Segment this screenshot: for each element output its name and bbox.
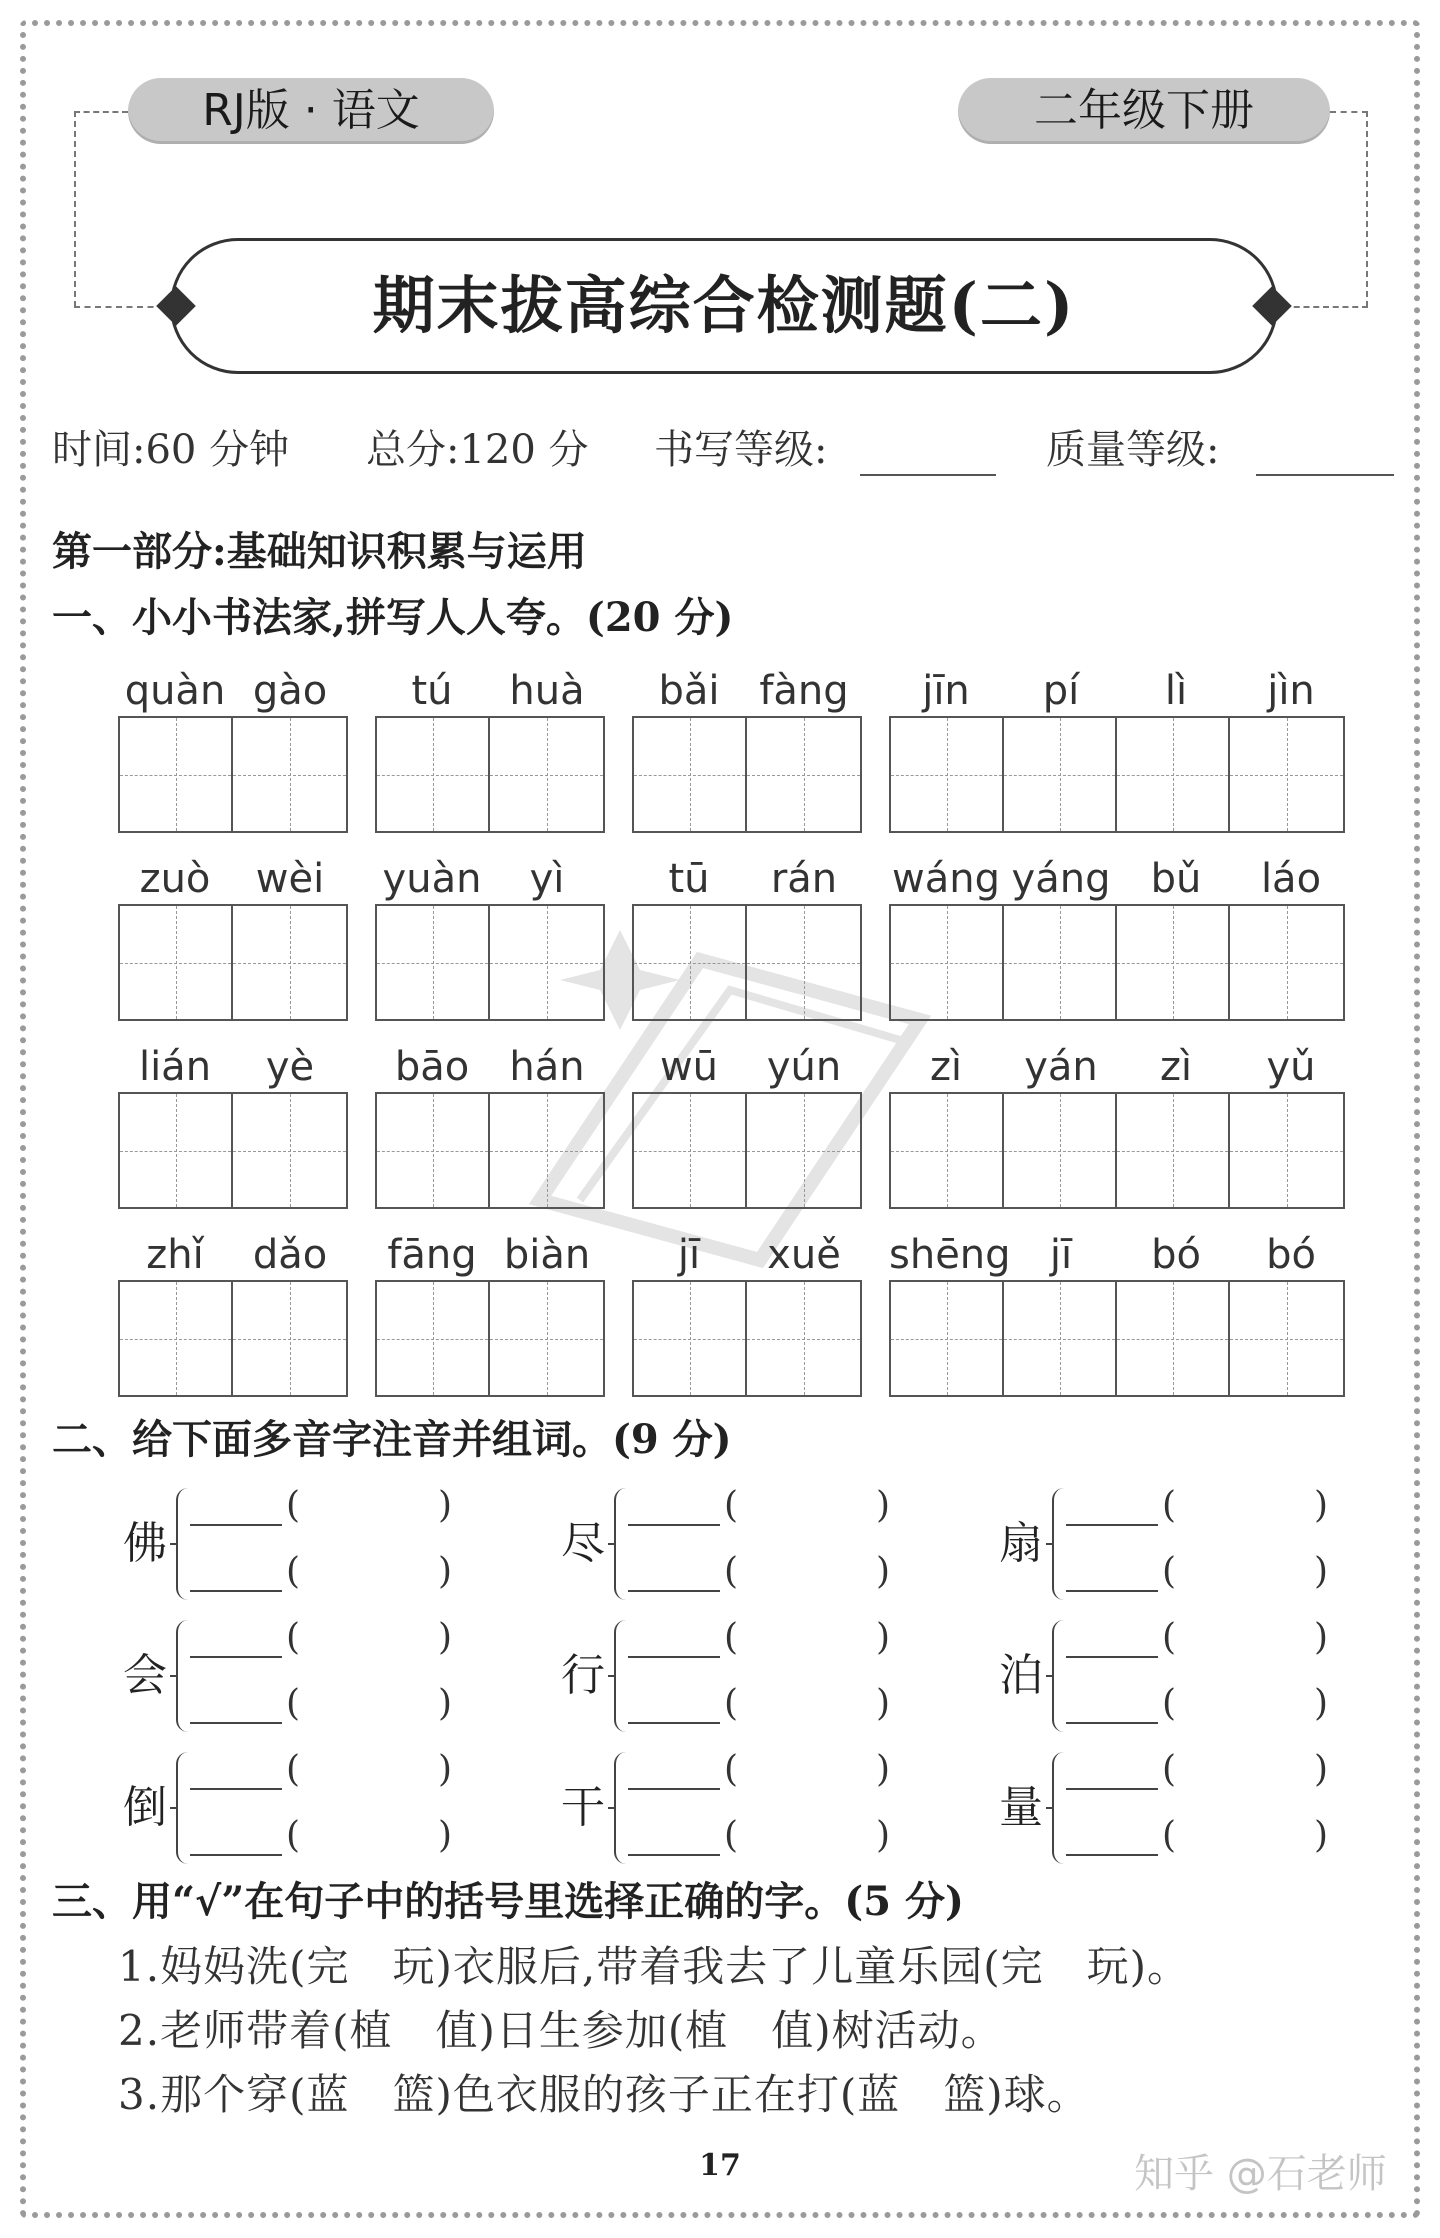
polyphone-char: 尽 [561,1518,605,1569]
pinyin-answer-line[interactable] [190,1788,282,1790]
writing-box[interactable] [889,904,1345,1021]
pinyin-answer-line[interactable] [1066,1854,1158,1856]
writing-box[interactable] [889,716,1345,833]
word-paren-open: ( [286,1485,301,1526]
word-paren-open: ( [1162,1749,1177,1790]
tianzige-cell[interactable] [634,906,747,1019]
polyphone-char: 倒 [123,1782,167,1833]
brace [1052,1752,1066,1864]
pinyin-label: zì [929,1044,963,1090]
pinyin-label: jī [677,1232,701,1278]
pinyin-label: fāng [387,1232,477,1278]
left-dashed-connector-bottom [74,306,164,308]
tianzige-cell[interactable] [233,1282,346,1395]
word-paren-open: ( [724,1485,739,1526]
writing-box[interactable] [375,1280,605,1397]
word-paren-open: ( [1162,1551,1177,1592]
word-paren-close: ) [876,1485,891,1526]
tianzige-cell[interactable] [634,1282,747,1395]
pinyin-answer-line[interactable] [628,1524,720,1526]
writing-box[interactable] [375,716,605,833]
tianzige-cell[interactable] [747,718,860,831]
word-paren-close: ) [1314,1683,1329,1724]
tianzige-cell[interactable] [120,1094,233,1207]
polyphone-char: 行 [561,1650,605,1701]
brace-notch [608,1675,616,1677]
polyphone-char: 佛 [123,1518,167,1569]
pinyin-label: jīn [922,668,970,714]
tianzige-cell[interactable] [490,1094,603,1207]
pinyin-label: yì [529,856,565,902]
word-paren-close: ) [438,1485,453,1526]
pinyin-label: lì [1164,668,1188,714]
pinyin-label: xuě [767,1232,841,1278]
pinyin-label: huà [509,668,585,714]
word-paren-open: ( [724,1683,739,1724]
brace-notch [608,1807,616,1809]
polyphone-char: 干 [561,1782,605,1833]
word-paren-close: ) [876,1551,891,1592]
brace-notch [170,1807,178,1809]
brace [1052,1620,1066,1732]
sentence-3: 3.那个穿(蓝 篮)色衣服的孩子正在打(蓝 篮)球。 [118,2070,1090,2119]
tianzige-cell[interactable] [377,906,490,1019]
word-paren-close: ) [876,1683,891,1724]
writing-box[interactable] [889,1092,1345,1209]
pinyin-label: yuàn [382,856,482,902]
tianzige-cell[interactable] [1230,1094,1343,1207]
word-paren-close: ) [1314,1749,1329,1790]
sentence-1: 1.妈妈洗(完 玩)衣服后,带着我去了儿童乐园(完 玩)。 [118,1942,1190,1991]
pinyin-label: tú [411,668,453,714]
writing-box[interactable] [118,904,348,1021]
grade-tag: 二年级下册 [958,78,1330,144]
tianzige-cell[interactable] [120,718,233,831]
word-paren-open: ( [286,1551,301,1592]
tianzige-cell[interactable] [1230,718,1343,831]
tianzige-cell[interactable] [1004,1282,1117,1395]
pinyin-answer-line[interactable] [190,1722,282,1724]
section-two-title: 二、给下面多音字注音并组词。(9 分) [52,1416,732,1463]
tianzige-cell[interactable] [891,718,1004,831]
writing-box[interactable] [632,904,862,1021]
tianzige-cell[interactable] [634,718,747,831]
tianzige-cell[interactable] [1117,1094,1230,1207]
pinyin-label: quàn [124,668,226,714]
tianzige-cell[interactable] [1004,718,1117,831]
tianzige-cell[interactable] [891,1282,1004,1395]
word-paren-close: ) [438,1683,453,1724]
word-paren-open: ( [1162,1683,1177,1724]
brace [614,1620,628,1732]
pinyin-label: shēng [889,1232,1011,1278]
brace [614,1488,628,1600]
pinyin-label: pí [1042,668,1080,714]
pinyin-label: jī [1049,1232,1073,1278]
tianzige-cell[interactable] [1004,906,1117,1019]
right-dashed-connector-vertical [1366,111,1368,307]
polyphone-char: 量 [999,1782,1043,1833]
total-score-info: 总分:120 分 [366,427,589,473]
tianzige-cell[interactable] [120,906,233,1019]
pinyin-label: hán [509,1044,585,1090]
word-paren-close: ) [438,1617,453,1658]
pinyin-answer-line[interactable] [1066,1722,1158,1724]
pinyin-label: wáng [892,856,1000,902]
word-paren-open: ( [1162,1617,1177,1658]
tianzige-cell[interactable] [233,906,346,1019]
tianzige-cell[interactable] [1117,1282,1230,1395]
pinyin-label: bó [1266,1232,1316,1278]
source-watermark: 知乎 @石老师 [1134,2151,1387,2197]
tianzige-cell[interactable] [891,906,1004,1019]
brace [176,1620,190,1732]
left-dashed-connector [74,111,128,113]
word-paren-open: ( [1162,1815,1177,1856]
brace [176,1752,190,1864]
brace-notch [1046,1807,1054,1809]
tianzige-cell[interactable] [233,1094,346,1207]
pinyin-label: rán [770,856,838,902]
tianzige-cell[interactable] [120,1282,233,1395]
tianzige-cell[interactable] [1004,1094,1117,1207]
pinyin-label: bāo [394,1044,470,1090]
pinyin-answer-line[interactable] [190,1854,282,1856]
pinyin-label: yè [265,1044,315,1090]
pinyin-label: fàng [759,668,849,714]
writing-box[interactable] [632,716,862,833]
left-dashed-connector-vertical [74,111,76,307]
quality-grade-label: 质量等级: [1046,427,1220,473]
right-dashed-connector-bottom [1284,306,1368,308]
writing-box[interactable] [632,1280,862,1397]
writing-grade-label: 书写等级: [654,427,828,473]
part-one-title: 第一部分:基础知识积累与运用 [52,528,587,575]
writing-grade-blank[interactable] [860,474,996,476]
writing-box[interactable] [889,1280,1345,1397]
quality-grade-blank[interactable] [1256,474,1394,476]
tianzige-cell[interactable] [1117,906,1230,1019]
tianzige-cell[interactable] [377,718,490,831]
pinyin-answer-line[interactable] [1066,1788,1158,1790]
word-paren-open: ( [724,1551,739,1592]
writing-box[interactable] [118,1092,348,1209]
word-paren-close: ) [1314,1815,1329,1856]
tianzige-cell[interactable] [490,718,603,831]
pinyin-answer-line[interactable] [628,1722,720,1724]
polyphone-char: 扇 [999,1518,1043,1569]
tianzige-cell[interactable] [377,1094,490,1207]
pinyin-label: yún [766,1044,842,1090]
pinyin-label: yán [1024,1044,1098,1090]
word-paren-open: ( [724,1815,739,1856]
tianzige-cell[interactable] [1230,906,1343,1019]
pinyin-answer-line[interactable] [190,1656,282,1658]
pinyin-answer-line[interactable] [628,1854,720,1856]
right-dashed-connector [1330,111,1368,113]
pinyin-label: bǎi [658,668,720,714]
word-paren-close: ) [1314,1617,1329,1658]
word-paren-close: ) [876,1617,891,1658]
pinyin-answer-line[interactable] [1066,1524,1158,1526]
word-paren-open: ( [1162,1485,1177,1526]
polyphone-char: 会 [123,1650,167,1701]
sentence-2: 2.老师带着(植 值)日生参加(植 值)树活动。 [118,2006,1004,2055]
pinyin-answer-line[interactable] [1066,1656,1158,1658]
pinyin-answer-line[interactable] [1066,1590,1158,1592]
word-paren-open: ( [724,1617,739,1658]
tianzige-cell[interactable] [377,1282,490,1395]
edition-tag: RJ版 · 语文 [128,78,494,144]
writing-box[interactable] [118,716,348,833]
writing-box[interactable] [632,1092,862,1209]
tianzige-cell[interactable] [891,1094,1004,1207]
pinyin-label: wèi [255,856,325,902]
pinyin-answer-line[interactable] [628,1656,720,1658]
brace-notch [170,1675,178,1677]
pinyin-answer-line[interactable] [190,1524,282,1526]
word-paren-open: ( [286,1617,301,1658]
word-paren-close: ) [438,1749,453,1790]
pinyin-label: zuò [139,856,211,902]
tianzige-cell[interactable] [747,1282,860,1395]
brace-notch [1046,1543,1054,1545]
pinyin-label: lián [138,1044,212,1090]
pinyin-label: yǔ [1266,1044,1316,1090]
pinyin-label: jìn [1267,668,1315,714]
polyphone-char: 泊 [999,1650,1043,1701]
word-paren-open: ( [286,1749,301,1790]
pinyin-label: wū [659,1044,719,1090]
tianzige-cell[interactable] [747,1094,860,1207]
word-paren-close: ) [438,1815,453,1856]
pinyin-label: bǔ [1150,856,1202,902]
pinyin-answer-line[interactable] [628,1590,720,1592]
writing-box[interactable] [375,904,605,1021]
brace [614,1752,628,1864]
brace [176,1488,190,1600]
pinyin-label: bó [1151,1232,1201,1278]
word-paren-close: ) [876,1749,891,1790]
page-number: 17 [699,2148,741,2183]
pinyin-label: biàn [503,1232,591,1278]
brace-notch [1046,1675,1054,1677]
pinyin-label: láo [1260,856,1322,902]
word-paren-open: ( [286,1683,301,1724]
writing-box[interactable] [375,1092,605,1209]
word-paren-close: ) [1314,1485,1329,1526]
pinyin-label: tū [668,856,710,902]
pinyin-label: zì [1159,1044,1193,1090]
section-three-title: 三、用“√”在句子中的括号里选择正确的字。(5 分) [52,1878,964,1925]
word-paren-close: ) [438,1551,453,1592]
pinyin-answer-line[interactable] [190,1590,282,1592]
tianzige-cell[interactable] [747,906,860,1019]
word-paren-open: ( [286,1815,301,1856]
pinyin-label: zhǐ [146,1232,204,1278]
pinyin-label: gào [252,668,328,714]
section-one-title: 一、小小书法家,拼写人人夸。(20 分) [52,594,734,641]
word-paren-close: ) [876,1815,891,1856]
pinyin-label: dǎo [252,1232,328,1278]
word-paren-open: ( [724,1749,739,1790]
tianzige-cell[interactable] [490,906,603,1019]
word-paren-close: ) [1314,1551,1329,1592]
pinyin-answer-line[interactable] [628,1788,720,1790]
writing-box[interactable] [118,1280,348,1397]
brace-notch [170,1543,178,1545]
page-title: 期末拔高综合检测题(二) [372,269,1076,342]
tianzige-cell[interactable] [490,1282,603,1395]
tianzige-cell[interactable] [634,1094,747,1207]
tianzige-cell[interactable] [1117,718,1230,831]
pinyin-label: yáng [1011,856,1111,902]
time-info: 时间:60 分钟 [52,427,290,473]
brace [1052,1488,1066,1600]
brace-notch [608,1543,616,1545]
tianzige-cell[interactable] [233,718,346,831]
tianzige-cell[interactable] [1230,1282,1343,1395]
